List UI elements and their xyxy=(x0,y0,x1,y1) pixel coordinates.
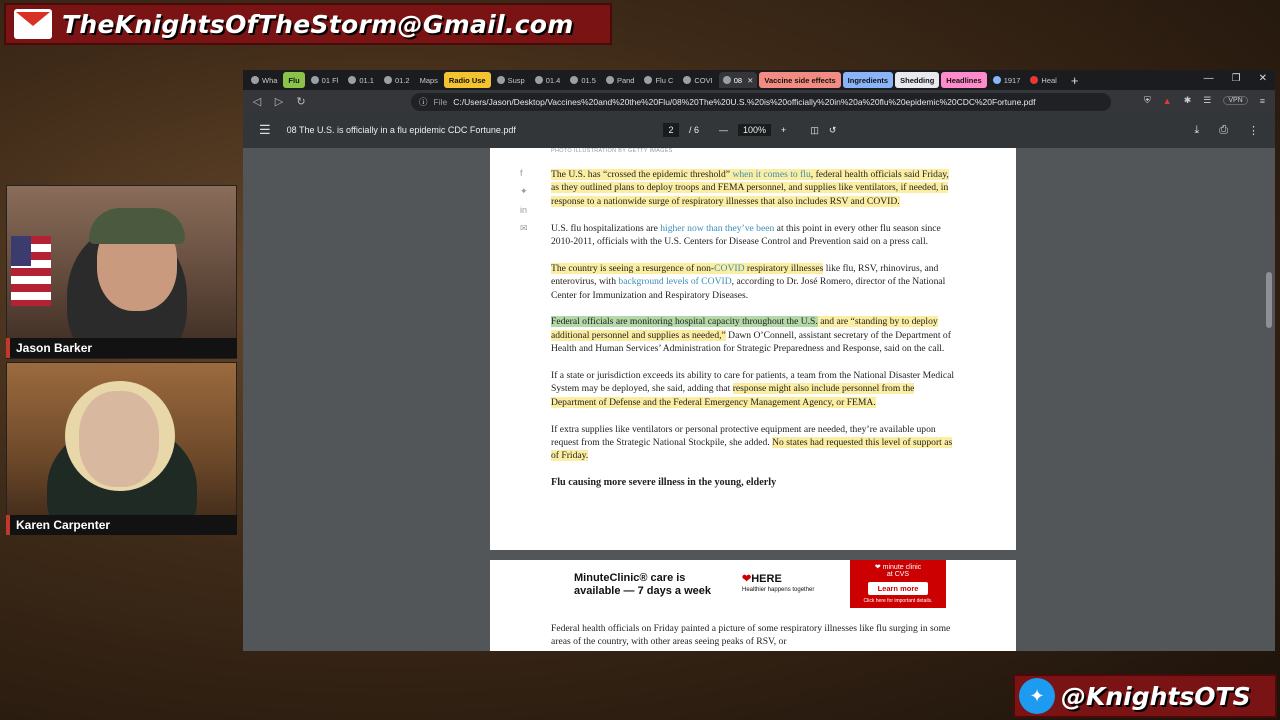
tab-favicon-icon xyxy=(723,76,731,84)
heart-icon: ❤ xyxy=(874,564,881,571)
tab-4[interactable]: 01.2 xyxy=(380,72,414,88)
cvs-brand: minute clinic xyxy=(882,564,922,571)
back-icon[interactable]: ◁ xyxy=(252,95,262,108)
tab-group-shedding[interactable]: Shedding xyxy=(895,72,939,88)
tab-group-vaccine-side-effects[interactable]: Vaccine side effects xyxy=(759,72,840,88)
paragraph: If a state or jurisdiction exceeds its ability to care for patients, a team from the National Disaster Medical System may be deployed, she said, adding that response might also include personnel from the Department of Defense and the Federal Emergency Management Agency, or FEMA. xyxy=(551,370,955,408)
restore-icon[interactable]: ❐ xyxy=(1231,73,1241,84)
webcam-jason xyxy=(6,185,237,359)
vpn-button[interactable]: VPN xyxy=(1223,96,1247,105)
share-icons xyxy=(520,168,528,234)
print-icon[interactable]: ⎙ xyxy=(1219,123,1228,136)
tab-9[interactable]: 01.5 xyxy=(566,72,600,88)
heart-icon: ❤ xyxy=(742,573,752,585)
email-address: TheKnightsOfTheStorm@Gmail.com xyxy=(62,9,574,39)
tab-favicon-icon xyxy=(1030,76,1038,84)
name-tag-karen: Karen Carpenter xyxy=(6,515,237,535)
gmail-icon xyxy=(14,9,52,39)
tab-19[interactable]: Heal xyxy=(1026,72,1060,88)
tab-favicon-icon xyxy=(311,76,319,84)
email-icon[interactable]: ✉ xyxy=(520,223,528,233)
more-options-icon[interactable]: ⋮ xyxy=(1248,124,1259,137)
tab-favicon-icon xyxy=(384,76,392,84)
pdf-page xyxy=(490,148,1016,550)
paragraph: Federal officials are monitoring hospital capacity throughout the U.S. and are “standing by to deploy additional personnel and supplies as needed,” Dawn O’Connell, assistant secretary of the Department of Health and Human Services’ Administration for Strategic Preparedness and Response, said on the call. xyxy=(551,316,951,355)
paragraph: If extra supplies like ventilators or personal protective equipment are needed, they’re available upon request from the Strategic National Stockpile, she added. No states had requested this level of support as of Friday. xyxy=(551,423,953,462)
tab-strip xyxy=(243,70,1275,90)
tab-0[interactable]: Wha xyxy=(247,72,281,88)
url-text: C:/Users/Jason/Desktop/Vaccines%20and%20the%20Flu/08%20The%20U.S.%20is%20officially%20in%20a%20flu%20epidemic%20CDC%20Fortune.pdf xyxy=(453,97,1036,107)
email-banner xyxy=(4,3,612,45)
article-link[interactable]: higher now than they’ve been xyxy=(660,222,775,234)
paragraph: The U.S. has “crossed the epidemic threshold” when it comes to flu, federal health officials said Friday, as they outlined plans to deploy troops and FEMA personnel, and supplies like ventilators, if needed, in response to a nationwide surge of respiratory illnesses that also includes RSV and COVID. xyxy=(551,169,949,207)
tab-12[interactable]: COVI xyxy=(679,72,716,88)
new-tab-icon[interactable]: + xyxy=(1070,72,1079,88)
rewards-icon[interactable]: ▲ xyxy=(1162,95,1172,106)
article-body xyxy=(551,168,956,490)
page-total: / 6 xyxy=(689,125,700,135)
close-window-icon[interactable]: ✕ xyxy=(1258,73,1267,84)
ad-here: HERE xyxy=(751,573,782,585)
tab-group-headlines[interactable]: Headlines xyxy=(941,72,986,88)
zoom-in-icon[interactable]: + xyxy=(781,125,787,135)
twitter-icon[interactable]: ✦ xyxy=(520,186,528,196)
section-heading: Flu causing more severe illness in the young, elderly xyxy=(551,477,777,489)
paragraph: U.S. flu hospitalizations are higher now than they’ve been at this point in every other flu season since 2010-2011, officials with the U.S. Centers for Disease Control and Prevention said on a press call. xyxy=(551,222,941,248)
brave-shield-icon[interactable]: ⛨ xyxy=(1144,95,1151,105)
reload-icon[interactable]: ↻ xyxy=(296,95,306,108)
facebook-icon[interactable]: f xyxy=(520,168,523,178)
url-input[interactable] xyxy=(411,93,1111,111)
tab-7[interactable]: Susp xyxy=(493,72,529,88)
tab-favicon-icon xyxy=(683,76,691,84)
tab-group-radio-use[interactable]: Radio Use xyxy=(444,72,491,88)
zoom-input[interactable]: 100% xyxy=(738,124,771,136)
tab-10[interactable]: Pand xyxy=(602,72,639,88)
photo-caption: PHOTO ILLUSTRATION BY GETTY IMAGES xyxy=(551,148,673,154)
tab-group-flu[interactable]: Flu xyxy=(283,72,304,88)
article-link[interactable]: background levels of COVID xyxy=(618,276,732,288)
cvs-details: Click here for important details. xyxy=(863,598,933,604)
learn-more-button[interactable]: Learn more xyxy=(868,582,928,595)
pdf-title: 08 The U.S. is officially in a flu epidemic CDC Fortune.pdf xyxy=(286,125,516,135)
tab-5[interactable]: Maps xyxy=(419,75,438,85)
sidebar-icon[interactable]: ☰ xyxy=(1203,95,1212,105)
close-tab-icon[interactable]: ✕ xyxy=(747,75,754,85)
paragraph: The country is seeing a resurgence of non-COVID respiratory illnesses like flu, RSV, rhinovirus, and enterovirus, with background levels of COVID, according to Dr. José Romero, director of the National Center for Immunization and Respiratory Diseases. xyxy=(551,262,946,301)
tab-8[interactable]: 01.4 xyxy=(531,72,565,88)
tab-favicon-icon xyxy=(535,76,543,84)
webcam-karen xyxy=(6,362,237,534)
twitter-bird-icon: ✦ xyxy=(1019,678,1055,714)
fit-page-icon[interactable]: ◫ xyxy=(810,124,819,135)
tab-favicon-icon xyxy=(644,76,652,84)
extensions-area xyxy=(1144,95,1265,106)
ad-here-tagline: Healthier happens together xyxy=(742,587,815,593)
url-scheme: File xyxy=(433,97,448,107)
extensions-icon[interactable]: ✱ xyxy=(1183,95,1192,105)
tab-active-pdf[interactable]: 08 ✕ xyxy=(719,72,758,88)
cvs-ad-box[interactable] xyxy=(850,560,946,608)
tab-18[interactable]: 1917 xyxy=(989,72,1025,88)
pdf-toolbar xyxy=(243,112,1275,148)
twitter-banner xyxy=(1013,674,1277,718)
tab-3[interactable]: 01.1 xyxy=(344,72,378,88)
tab-favicon-icon xyxy=(606,76,614,84)
pdf-page xyxy=(490,560,1016,651)
tab-11[interactable]: Flu C xyxy=(640,72,677,88)
download-icon[interactable]: ⤓ xyxy=(1194,123,1200,136)
article-body xyxy=(551,622,956,649)
linkedin-icon[interactable]: in xyxy=(520,205,528,215)
name-tag-jason: Jason Barker xyxy=(6,338,237,358)
zoom-out-icon[interactable]: — xyxy=(719,125,729,135)
minimize-icon[interactable]: — xyxy=(1203,73,1214,84)
article-link[interactable]: when it comes to flu xyxy=(732,169,811,180)
rotate-icon[interactable]: ↺ xyxy=(828,124,837,135)
scroll-thumb[interactable] xyxy=(1266,272,1272,328)
page-number-input[interactable]: 2 xyxy=(663,123,679,137)
twitter-handle: @KnightsOTS xyxy=(1061,681,1251,711)
tab-group-ingredients[interactable]: Ingredients xyxy=(843,72,893,88)
tab-favicon-icon xyxy=(993,76,1001,84)
advertisement[interactable] xyxy=(490,560,1016,612)
pdf-actions xyxy=(1194,112,1259,148)
menu-icon[interactable]: ≡ xyxy=(1259,95,1265,106)
tab-favicon-icon xyxy=(497,76,505,84)
ad-headline-2: available — 7 days a week xyxy=(574,585,711,597)
tab-favicon-icon xyxy=(251,76,259,84)
tab-favicon-icon xyxy=(570,76,578,84)
pdf-controls xyxy=(663,112,836,148)
cvs-sub: at CVS xyxy=(886,571,910,578)
forward-icon[interactable]: ▷ xyxy=(274,95,284,108)
pdf-menu-icon[interactable]: ☰ xyxy=(259,122,271,137)
article-link[interactable]: COVID xyxy=(714,262,745,274)
flag-decoration xyxy=(11,236,51,306)
window-controls xyxy=(1204,73,1267,84)
tab-favicon-icon xyxy=(348,76,356,84)
pdf-viewer xyxy=(243,148,1275,651)
scrollbar[interactable] xyxy=(1265,152,1273,647)
ad-headline-1: MinuteClinic® care is xyxy=(574,572,686,584)
address-bar-row xyxy=(243,90,1275,112)
paragraph: Federal health officials on Friday painted a picture of some respiratory illnesses like flu surging in some areas of the country, with other areas seeing peaks of RSV, or xyxy=(551,623,951,648)
browser-window xyxy=(243,70,1275,651)
tab-2[interactable]: 01 Fl xyxy=(307,72,343,88)
info-icon[interactable]: ⓘ xyxy=(419,97,428,107)
